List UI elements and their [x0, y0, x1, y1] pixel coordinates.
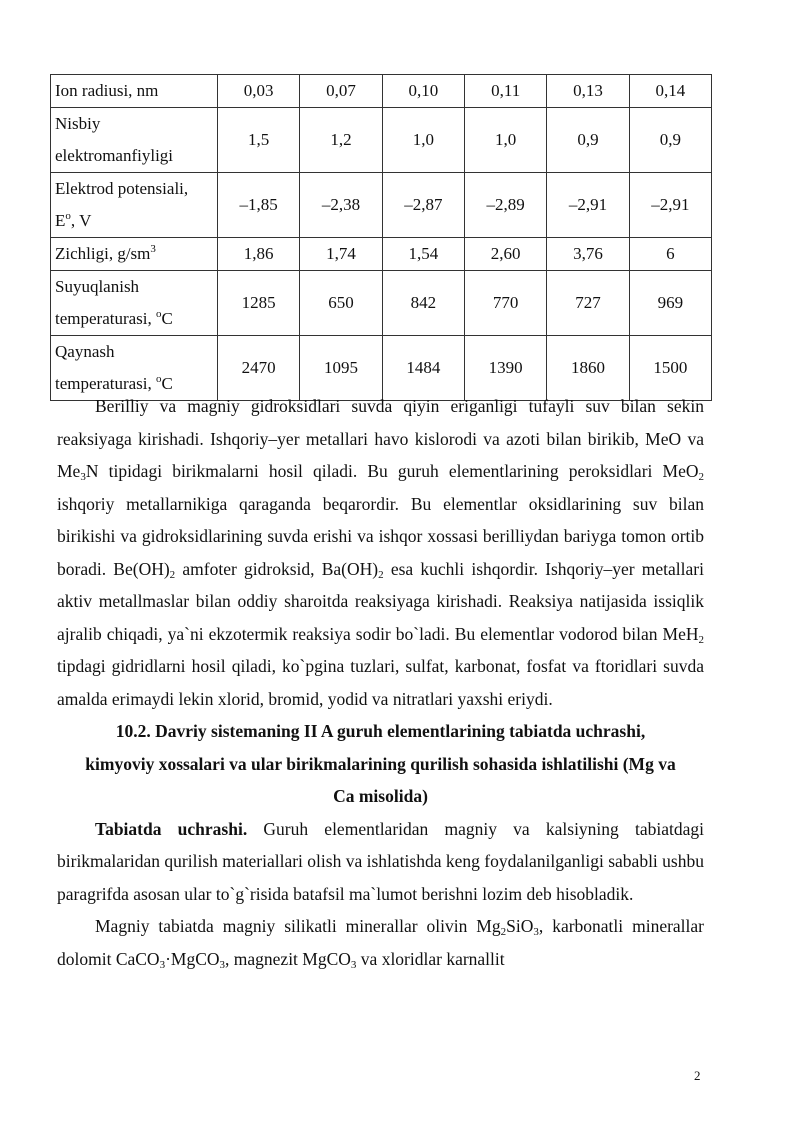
table-cell: 1860	[547, 336, 629, 401]
table-cell: 1,74	[300, 238, 382, 271]
table-cell: 6	[629, 238, 711, 271]
page-number: 2	[694, 1068, 701, 1083]
row-label: Nisbiy elektromanfiyligi	[51, 108, 218, 173]
table-cell: 0,9	[629, 108, 711, 173]
table-cell: –2,91	[547, 173, 629, 238]
table-cell: 0,10	[382, 75, 464, 108]
table-cell: 1,0	[464, 108, 546, 173]
table-cell: 969	[629, 271, 711, 336]
table-row	[51, 75, 712, 108]
table-cell: 1,0	[382, 108, 464, 173]
table-cell: 1095	[300, 336, 382, 401]
table-cell: 1,54	[382, 238, 464, 271]
table-cell: 842	[382, 271, 464, 336]
row-label: Suyuqlanish temperaturasi, $^o$C	[51, 271, 218, 336]
table-row	[51, 238, 712, 271]
table-cell: –2,38	[300, 173, 382, 238]
table-cell: 1484	[382, 336, 464, 401]
table-row	[51, 108, 712, 173]
table-cell: 0,13	[547, 75, 629, 108]
table-cell: 3,76	[547, 238, 629, 271]
body-text	[57, 390, 704, 975]
run-in-heading: Tabiatda uchrashi.	[95, 818, 248, 839]
table-cell: –1,85	[218, 173, 300, 238]
row-label: Ion radiusi, nm	[51, 75, 218, 108]
table-cell: –2,91	[629, 173, 711, 238]
element-properties-table	[50, 74, 712, 401]
table-cell: 0,07	[300, 75, 382, 108]
table-cell: 770	[464, 271, 546, 336]
table-cell: 0,9	[547, 108, 629, 173]
table-cell: 1,5	[218, 108, 300, 173]
table-cell: 1,2	[300, 108, 382, 173]
table-cell: 1500	[629, 336, 711, 401]
table-cell: 1285	[218, 271, 300, 336]
table-row	[51, 173, 712, 238]
table-cell: –2,87	[382, 173, 464, 238]
table-cell: 1,86	[218, 238, 300, 271]
row-label: Qaynash temperaturasi, $^o$C	[51, 336, 218, 401]
table-cell: 0,11	[464, 75, 546, 108]
table-cell: 0,03	[218, 75, 300, 108]
row-label: Zichligi, $g/sm^3$	[51, 238, 218, 271]
table-row	[51, 271, 712, 336]
table-cell: 727	[547, 271, 629, 336]
section-heading: 10.2. Davriy sistemaning II A guruh elementlarining tabiatda uchrashi, kimyoviy xossalari va ular birikmalarining qurilish sohasida ishlatilishi (Mg va Ca misolida)	[85, 721, 676, 806]
paragraph-hydroxides: Berilliy va magniy gidroksidlari suvda qiyin eriganligi tufayli suv bilan sekin reaksiyaga kirishadi. Ishqoriy–yer metallari havo kislorodi va azoti bilan birikib, MeO va $Me_3N$ tipidagi birikmalarni hosil qiladi. Bu guruh elementlarining peroksidlari MeO$_2$ ishqoriy metallarnikiga qaraganda beqarordir. Bu elementlar oksidlarining suv bilan birikishi va gidroksidlarining suvda erishi va ishqor xossasi berilliydan bariyga tomon ortib boradi. $Be(OH)_2$ amfoter gidroksid, $Ba(OH)_2$ esa kuchli ishqordir. Ishqoriy–yer metallari aktiv metallmaslar bilan oddiy sharoitda reaksiyaga kirishadi. Reaksiya natijasida issiqlik ajralib chiqadi, ya`ni ekzotermik reaksiya sodir bo`ladi. Bu elementlar vodorod bilan MeH$_2$ tipdagi gidridlarni hosil qiladi, ko`pgina tuzlari, sulfat, karbonat, fosfat va ftoridlari suvda amalda erimaydi lekin xlorid, bromid, yodid va nitratlari yaxshi eriydi.	[57, 396, 704, 709]
table-cell: –2,89	[464, 173, 546, 238]
table-cell: 2,60	[464, 238, 546, 271]
paragraph-occurrence: Tabiatda uchrashi. Guruh elementlaridan magniy va kalsiyning tabiatdagi birikmalaridan qurilish materiallari olish va ishlatishda keng foydalanilganligi sababli ushbu paragrifda asosan ular to`g`risida batafsil ma`lumot berishni lozim deb hisobladik.	[57, 818, 704, 904]
table-cell: 2470	[218, 336, 300, 401]
table-cell: 1390	[464, 336, 546, 401]
table-cell: 0,14	[629, 75, 711, 108]
row-label: Elektrod potensiali, $E^o$, V	[51, 173, 218, 238]
table-cell: 650	[300, 271, 382, 336]
paragraph-magnesium: Magniy tabiatda magniy silikatli minerallar olivin $Mg_2SiO_3$, karbonatli minerallar dolomit CaCO$_3$·MgCO$_3$, magnezit MgCO$_3$ va xloridlar karnallit	[57, 916, 705, 971]
